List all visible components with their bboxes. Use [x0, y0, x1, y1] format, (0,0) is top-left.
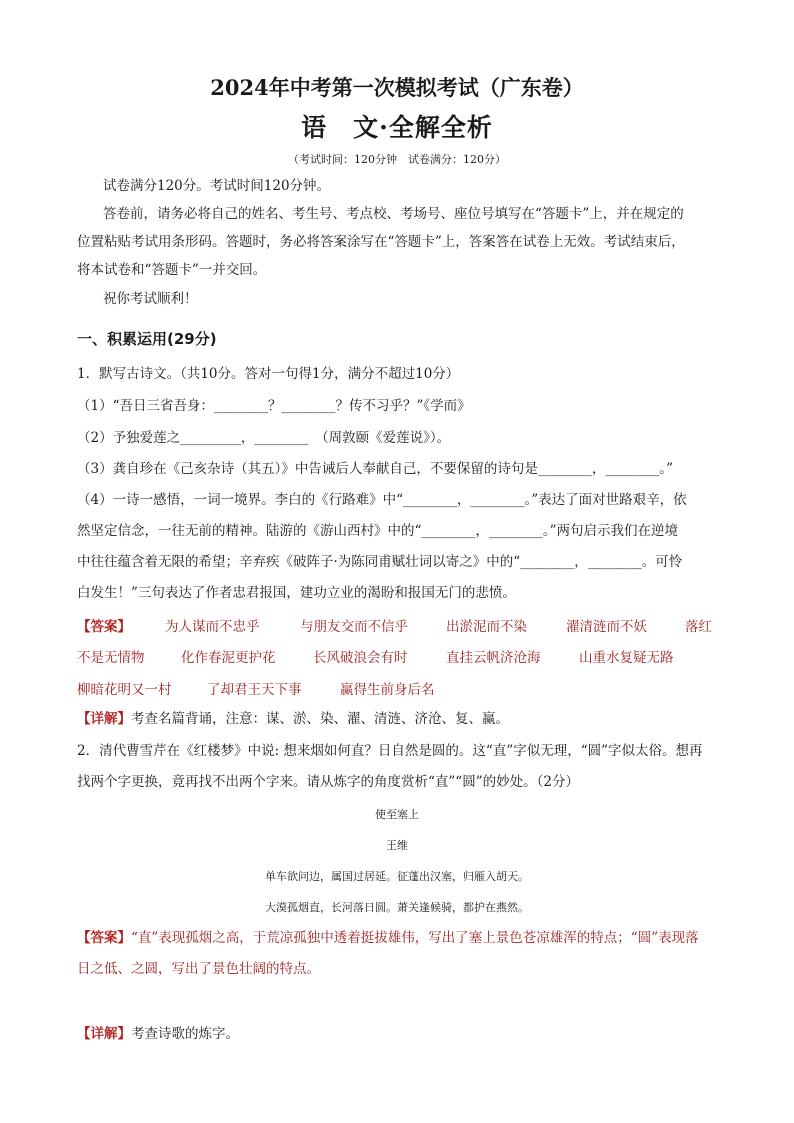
- answer-label: 【答案】: [77, 619, 131, 635]
- answer-item: 不是无情物: [77, 650, 145, 666]
- q2-detail: [77, 1024, 239, 1044]
- q1-item-1: （1）“吾日三省吾身：________？________？传不习乎？”《学而》: [77, 398, 471, 414]
- exam-time-note: （考试时间：120分钟 试卷满分：120分）: [288, 153, 506, 166]
- q1-item-2: （2）予独爱莲之_________，________ （周敦颐《爱莲说》）。: [77, 430, 451, 446]
- answer-item: 濯清涟而不妖: [566, 619, 647, 635]
- answer-label: 【答案】: [77, 930, 131, 946]
- answer-item: 与朋友交而不信乎: [300, 619, 408, 635]
- detail-text: 考查名篇背诵，注意：谋、淤、染、濯、清涟、济沧、复、赢。: [131, 711, 509, 727]
- q1-detail: [77, 709, 509, 729]
- answer-item: 山重水复疑无路: [579, 650, 674, 666]
- answer-item: 为人谋而不忠乎: [165, 619, 260, 635]
- q2-stem-line-2: 找两个字更换，竟再找不出两个字来。请从炼字的角度赏析“直”“圆”的妙处。（2分）: [77, 774, 579, 790]
- poem-title: 使至塞上: [375, 808, 419, 821]
- instruction-line-1: 试卷满分120分。考试时间120分钟。: [103, 178, 331, 194]
- answer-text: “直”表现孤烟之高，于荒凉孤独中透着挺拔雄伟，写出了塞上景色苍凉雄浑的特点；“圆”表现落: [131, 930, 699, 946]
- subject-title: 语 文·全解全析: [301, 113, 493, 142]
- poem-author: 王维: [386, 839, 408, 852]
- answer-item: 柳暗花明又一村: [77, 682, 172, 698]
- poem-line-1: 单车欲问边，属国过居延。征蓬出汉塞，归雁入胡天。: [265, 870, 529, 883]
- q2-answer-line-1: [77, 928, 699, 948]
- answer-item: 落红: [685, 619, 712, 635]
- q1-item-4-line-3: 中往往蕴含着无限的希望；辛弃疾《破阵子·为陈同甫赋壮词以寄之》中的“________，________。可怜: [77, 554, 683, 570]
- q2-answer-line-2: 日之低、之圆，写出了景色壮阔的特点。: [77, 961, 320, 977]
- answer-item: 出淤泥而不染: [446, 619, 527, 635]
- instruction-line-4: 将本试卷和“答题卡”一并交回。: [77, 262, 267, 278]
- instruction-line-2: 答卷前，请务必将自己的姓名、考生号、考点校、考场号、座位号填写在“答题卡”上，并在规定的: [103, 206, 684, 222]
- section-heading: 一、积累运用(29分): [77, 330, 217, 348]
- answer-item: 直挂云帆济沧海: [446, 650, 541, 666]
- q2-stem-line-1: 2．清代曹雪芹在《红楼梦》中说: 想来烟如何直？日自然是圆的。这“直”字似无理，“圆”字似太俗。想再: [77, 743, 703, 759]
- answer-item: 赢得生前身后名: [340, 682, 435, 698]
- answer-item: 长风破浪会有时: [313, 650, 408, 666]
- detail-text: 考查诗歌的炼字。: [131, 1026, 239, 1042]
- q1-item-4-line-4: 白发生！”三句表达了作者忠君报国，建功立业的渴盼和报国无门的悲愤。: [77, 585, 516, 601]
- detail-label: 【详解】: [77, 1026, 131, 1042]
- q1-item-4-line-1: （4）一诗一感悟，一词一境界。李白的《行路难》中“________，________。”表达了面对世路艰辛，依: [77, 492, 687, 508]
- answer-item: 了却君王天下事: [207, 682, 302, 698]
- exam-title: 2024年中考第一次模拟考试（广东卷）: [210, 75, 584, 100]
- poem-line-2: 大漠孤烟直，长河落日圆。萧关逢候骑，都护在燕然。: [265, 901, 529, 914]
- q1-stem: 1．默写古诗文。（共10分。答对一句得1分，满分不超过10分）: [77, 366, 460, 382]
- answer-item: 化作春泥更护花: [181, 650, 276, 666]
- q1-item-4-line-2: 然坚定信念，一往无前的精神。陆游的《游山西村》中的“________，________。”两句启示我们在逆境: [77, 523, 679, 539]
- detail-label: 【详解】: [77, 711, 131, 727]
- instruction-line-5: 祝你考试顺利！: [103, 291, 198, 307]
- instruction-line-3: 位置粘贴考试用条形码。答题时，务必将答案涂写在“答题卡”上，答案答在试卷上无效。考试结束后，: [77, 234, 685, 250]
- q1-item-3: （3）龚自珍在《己亥杂诗（其五）》中告诫后人奉献自己，不要保留的诗句是________，________。”: [77, 461, 673, 477]
